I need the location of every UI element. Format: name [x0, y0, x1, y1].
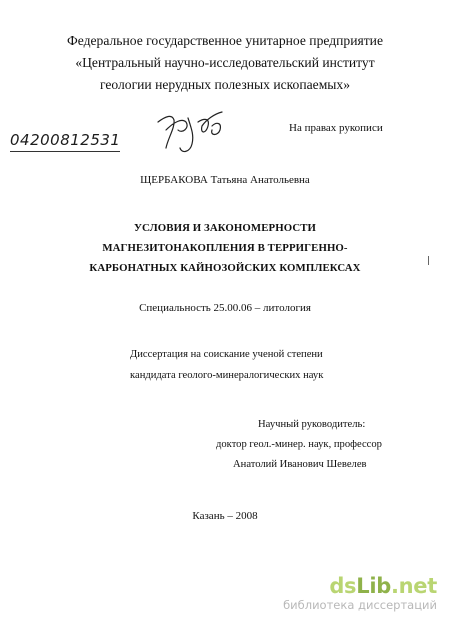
watermark-logo[interactable]: [329, 574, 437, 598]
title-line-2: МАГНЕЗИТОНАКОПЛЕНИЯ В ТЕРРИГЕННО-: [102, 242, 348, 254]
org-line-3: геологии нерудных полезных ископаемых»: [99, 77, 351, 92]
watermark-subtitle: библиотека диссертаций: [283, 598, 437, 612]
dissertation-line-2: кандидата геолого-минералогических наук: [130, 370, 324, 381]
title-line-3: КАРБОНАТНЫХ КАЙНОЗОЙСКИХ КОМПЛЕКСАХ: [89, 262, 361, 274]
dissertation-line-1: Диссертация на соискание ученой степени: [130, 349, 323, 360]
supervisor-label: Научный руководитель:: [258, 419, 366, 430]
watermark-logo-net: .net: [390, 574, 437, 598]
watermark-logo-ds: ds: [329, 574, 357, 598]
manuscript-rights: На правах рукописи: [289, 122, 383, 134]
margin-tick: [428, 256, 429, 265]
watermark-logo-lib: Lib: [356, 574, 391, 598]
org-line-2: «Центральный научно-исследовательский институт: [75, 55, 375, 70]
handwritten-signature: [152, 108, 234, 156]
supervisor-degree: доктор геол.-минер. наук, профессор: [216, 439, 382, 450]
title-line-1: УСЛОВИЯ И ЗАКОНОМЕРНОСТИ: [133, 222, 317, 234]
registration-number: 04200812531: [10, 131, 121, 149]
city-year: Казань – 2008: [192, 510, 258, 522]
org-line-1: Федеральное государственное унитарное предприятие: [67, 33, 383, 48]
author-name: ЩЕРБАКОВА Татьяна Анатольевна: [140, 174, 310, 186]
registration-underline: [10, 151, 120, 152]
specialty: Специальность 25.00.06 – литология: [139, 302, 311, 314]
supervisor-name: Анатолий Иванович Шевелев: [233, 459, 367, 470]
